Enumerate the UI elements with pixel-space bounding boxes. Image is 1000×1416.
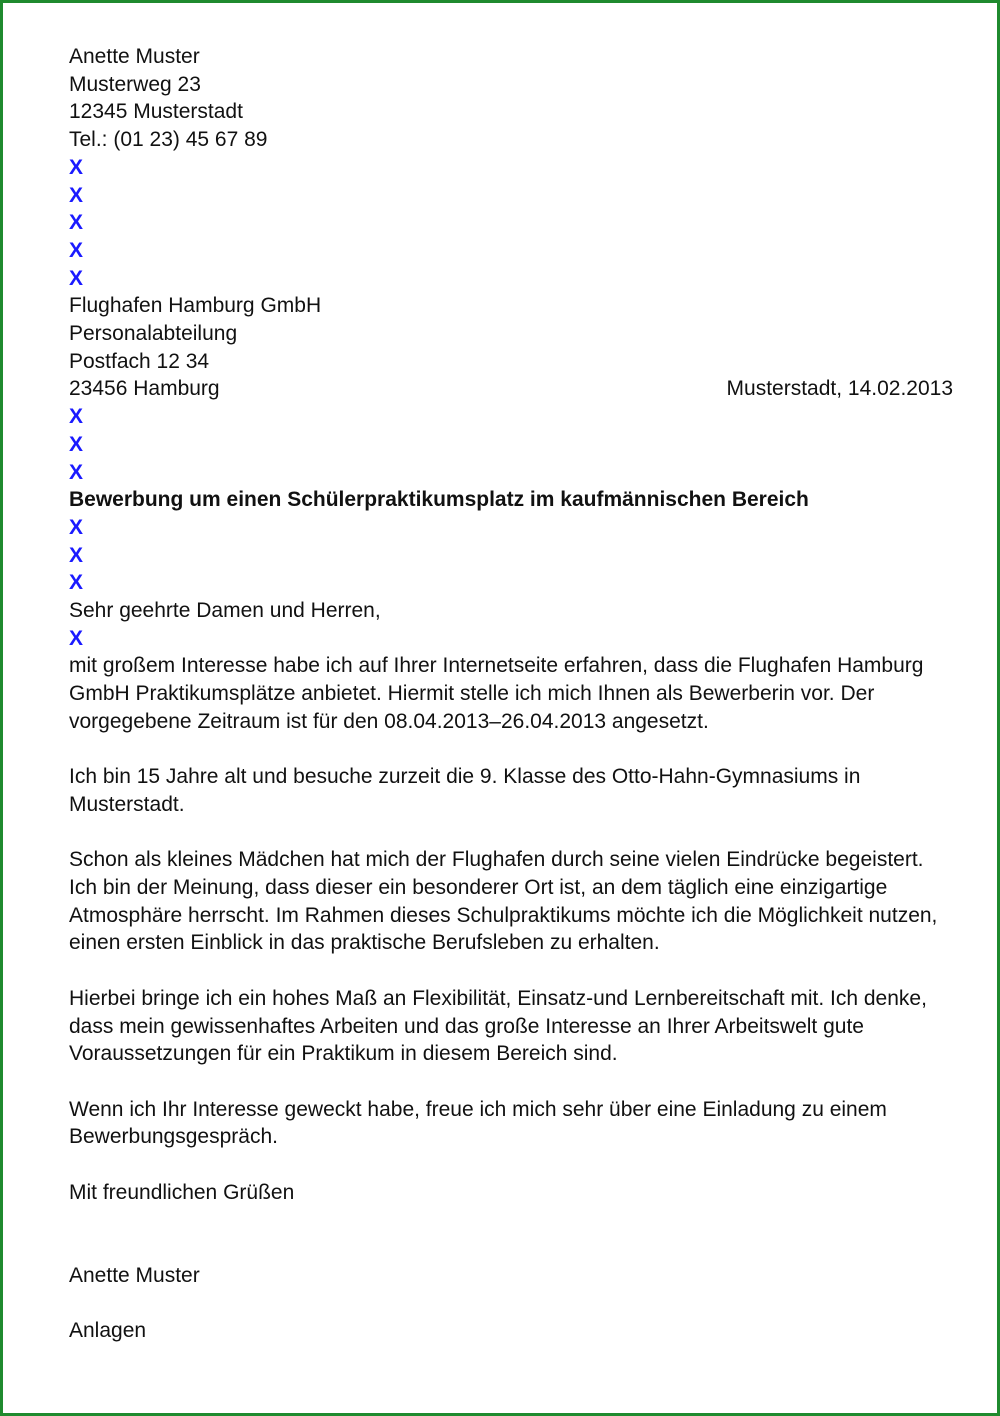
- spacing-marker: X: [69, 515, 84, 539]
- enclosure-gap: [69, 1290, 953, 1318]
- body-paragraph: Schon als kleines Mädchen hat mich der Flughafen durch seine vielen Eindrücke begeistert. Ich bin der Meinung, dass dieser ein besonderer Ort ist, an dem täglich eine einzigartige Atmosphäre herrscht. Im Rahmen dieses Schulpraktikums möchte ich die Möglichkeit nutzen, einen ersten Einblick in das praktische Berufsleben zu erhalten.: [69, 848, 938, 955]
- body-paragraph: mit großem Interesse habe ich auf Ihrer Internetseite erfahren, dass die Flughafen Hamburg GmbH Praktikumsplätze anbietet. Hiermit stelle ich mich Ihnen als Bewerberin vor. Der vorgegebene Zeitraum ist für den 08.04.2013–26.04.2013 angesetzt.: [69, 654, 924, 733]
- spacing-marker: X: [69, 211, 84, 235]
- sender-block: [69, 43, 953, 154]
- spacing-marker: X: [69, 183, 84, 207]
- closing: Mit freundlichen Grüßen: [69, 1180, 295, 1204]
- spacing-marker: X: [69, 405, 84, 429]
- recipient-city: 23456 Hamburg: [69, 377, 220, 401]
- signature-name: Anette Muster: [69, 1263, 200, 1287]
- salutation: Sehr geehrte Damen und Herren,: [69, 599, 381, 623]
- spacing-marker: X: [69, 238, 84, 262]
- spacing-marker: X: [69, 155, 84, 179]
- spacing-marker: X: [69, 460, 84, 484]
- place-date: Musterstadt, 14.02.2013: [726, 377, 953, 401]
- sender-phone: Tel.: (01 23) 45 67 89: [69, 128, 268, 152]
- signature-gap: [69, 1206, 953, 1261]
- body-paragraph: Ich bin 15 Jahre alt und besuche zurzeit die 9. Klasse des Otto-Hahn-Gymnasiums in Musterstadt.: [69, 765, 861, 816]
- spacing-marker: X: [69, 571, 84, 595]
- spacing-marker: X: [69, 626, 84, 650]
- spacing-marker: X: [69, 266, 84, 290]
- recipient-company: Flughafen Hamburg GmbH: [69, 294, 322, 318]
- enclosures: Anlagen: [69, 1319, 147, 1343]
- recipient-department: Personalabteilung: [69, 322, 238, 346]
- letter-subject: Bewerbung um einen Schülerpraktikumsplatz im kaufmännischen Bereich: [69, 488, 809, 512]
- sender-city: 12345 Musterstadt: [69, 100, 243, 124]
- spacing-marker: X: [69, 432, 84, 456]
- recipient-city-date-row: [69, 375, 953, 403]
- letter-body: [69, 43, 953, 1345]
- spacing-marker: X: [69, 543, 84, 567]
- sender-street: Musterweg 23: [69, 72, 201, 96]
- recipient-block: [69, 292, 953, 403]
- body-paragraph: Hierbei bringe ich ein hohes Maß an Flexibilität, Einsatz-und Lernbereitschaft mit. Ich denke, dass mein gewissenhaftes Arbeiten und das große Interesse an Ihrer Arbeitswelt gute Voraussetzungen für ein Praktikum in diesem Bereich sind.: [69, 986, 927, 1066]
- recipient-po-box: Postfach 12 34: [69, 349, 210, 373]
- body-paragraph: Wenn ich Ihr Interesse geweckt habe, freue ich mich sehr über eine Einladung zu einem Bewerbungsgespräch.: [69, 1097, 887, 1149]
- sender-name: Anette Muster: [69, 45, 200, 68]
